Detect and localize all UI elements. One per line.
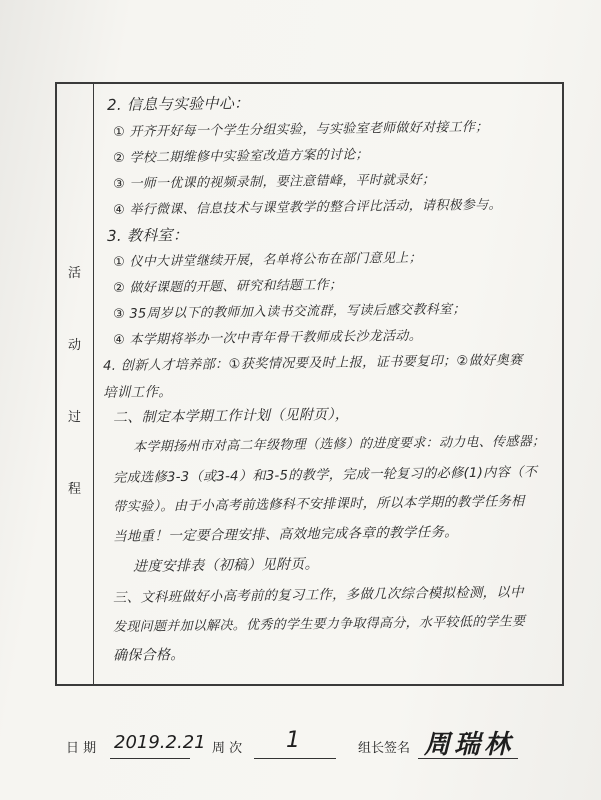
text-line: ① 仪中大讲堂继续开展，名单将公布在部门意见上； xyxy=(112,250,423,270)
text-line: 培训工作。 xyxy=(102,384,173,401)
date-label: 日 期 xyxy=(66,741,97,756)
text-line: 三、文科班做好小高考前的复习工作，多做几次综合模拟检测，以中 xyxy=(112,585,524,606)
text-line: ④ 本学期将举办一次中青年骨干教师成长沙龙活动。 xyxy=(112,328,423,348)
text-line: 当地重！一定要合理安排、高效地完成各章的教学任务。 xyxy=(112,524,459,545)
text-line: ④ 举行微课、信息技术与课堂教学的整合评比活动，请积极参与。 xyxy=(112,197,502,218)
section-heading: 2. 信息与实验中心： xyxy=(106,94,250,114)
text-line: ③ 35周岁以下的教师加入读书交流群，写读后感交教科室； xyxy=(112,302,466,322)
week-underline xyxy=(254,758,336,759)
text-line: 确保合格。 xyxy=(112,647,185,664)
footer xyxy=(0,722,601,762)
text-line: 本学期扬州市对高二年级物理（选修）的进度要求：动力电、传感器； xyxy=(132,434,546,455)
text-line: ② 学校二期维修中实验室改造方案的讨论； xyxy=(112,147,369,166)
text-line: 带实验）。由于小高考前选修科不安排课时，所以本学期的教学任务相 xyxy=(112,494,525,515)
date-value: 2019.2.21 xyxy=(114,732,206,753)
text-line: ① 开齐开好每一个学生分组实验，与实验室老师做好对接工作； xyxy=(112,119,489,140)
label-char: 程 xyxy=(67,482,81,497)
section-heading: 3. 教科室： xyxy=(106,225,189,245)
text-line: 完成选修3-3（或3-4）和3-5的教学，完成一轮复习的必修(1)内容（不 xyxy=(112,465,538,486)
label-char: 动 xyxy=(67,338,81,353)
week-value: 1 xyxy=(286,728,300,753)
activity-label-column xyxy=(57,84,94,684)
leader-signature: 周瑞林 xyxy=(424,730,515,760)
date-underline xyxy=(110,758,190,759)
text-line: 4. 创新人才培养部：①获奖情况要及时上报，证书要复印；②做好奥赛 xyxy=(102,353,523,374)
label-char: 活 xyxy=(67,266,81,281)
section-heading: 二、制定本学期工作计划（见附页）， xyxy=(112,406,350,426)
activity-content xyxy=(103,84,563,684)
text-line: ② 做好课题的开题、研究和结题工作； xyxy=(112,277,343,296)
activity-table xyxy=(55,82,564,686)
text-line: 进度安排表（初稿）见附页。 xyxy=(132,556,320,575)
text-line: ③ 一师一优课的视频录制，要注意错峰，平时就录好； xyxy=(112,172,436,192)
label-char: 过 xyxy=(67,410,81,425)
week-label: 周 次 xyxy=(212,741,243,756)
text-line: 发现问题并加以解决。优秀的学生要力争取得高分，水平较低的学生要 xyxy=(112,614,526,635)
leader-signature-label: 组长签名 xyxy=(358,741,411,756)
